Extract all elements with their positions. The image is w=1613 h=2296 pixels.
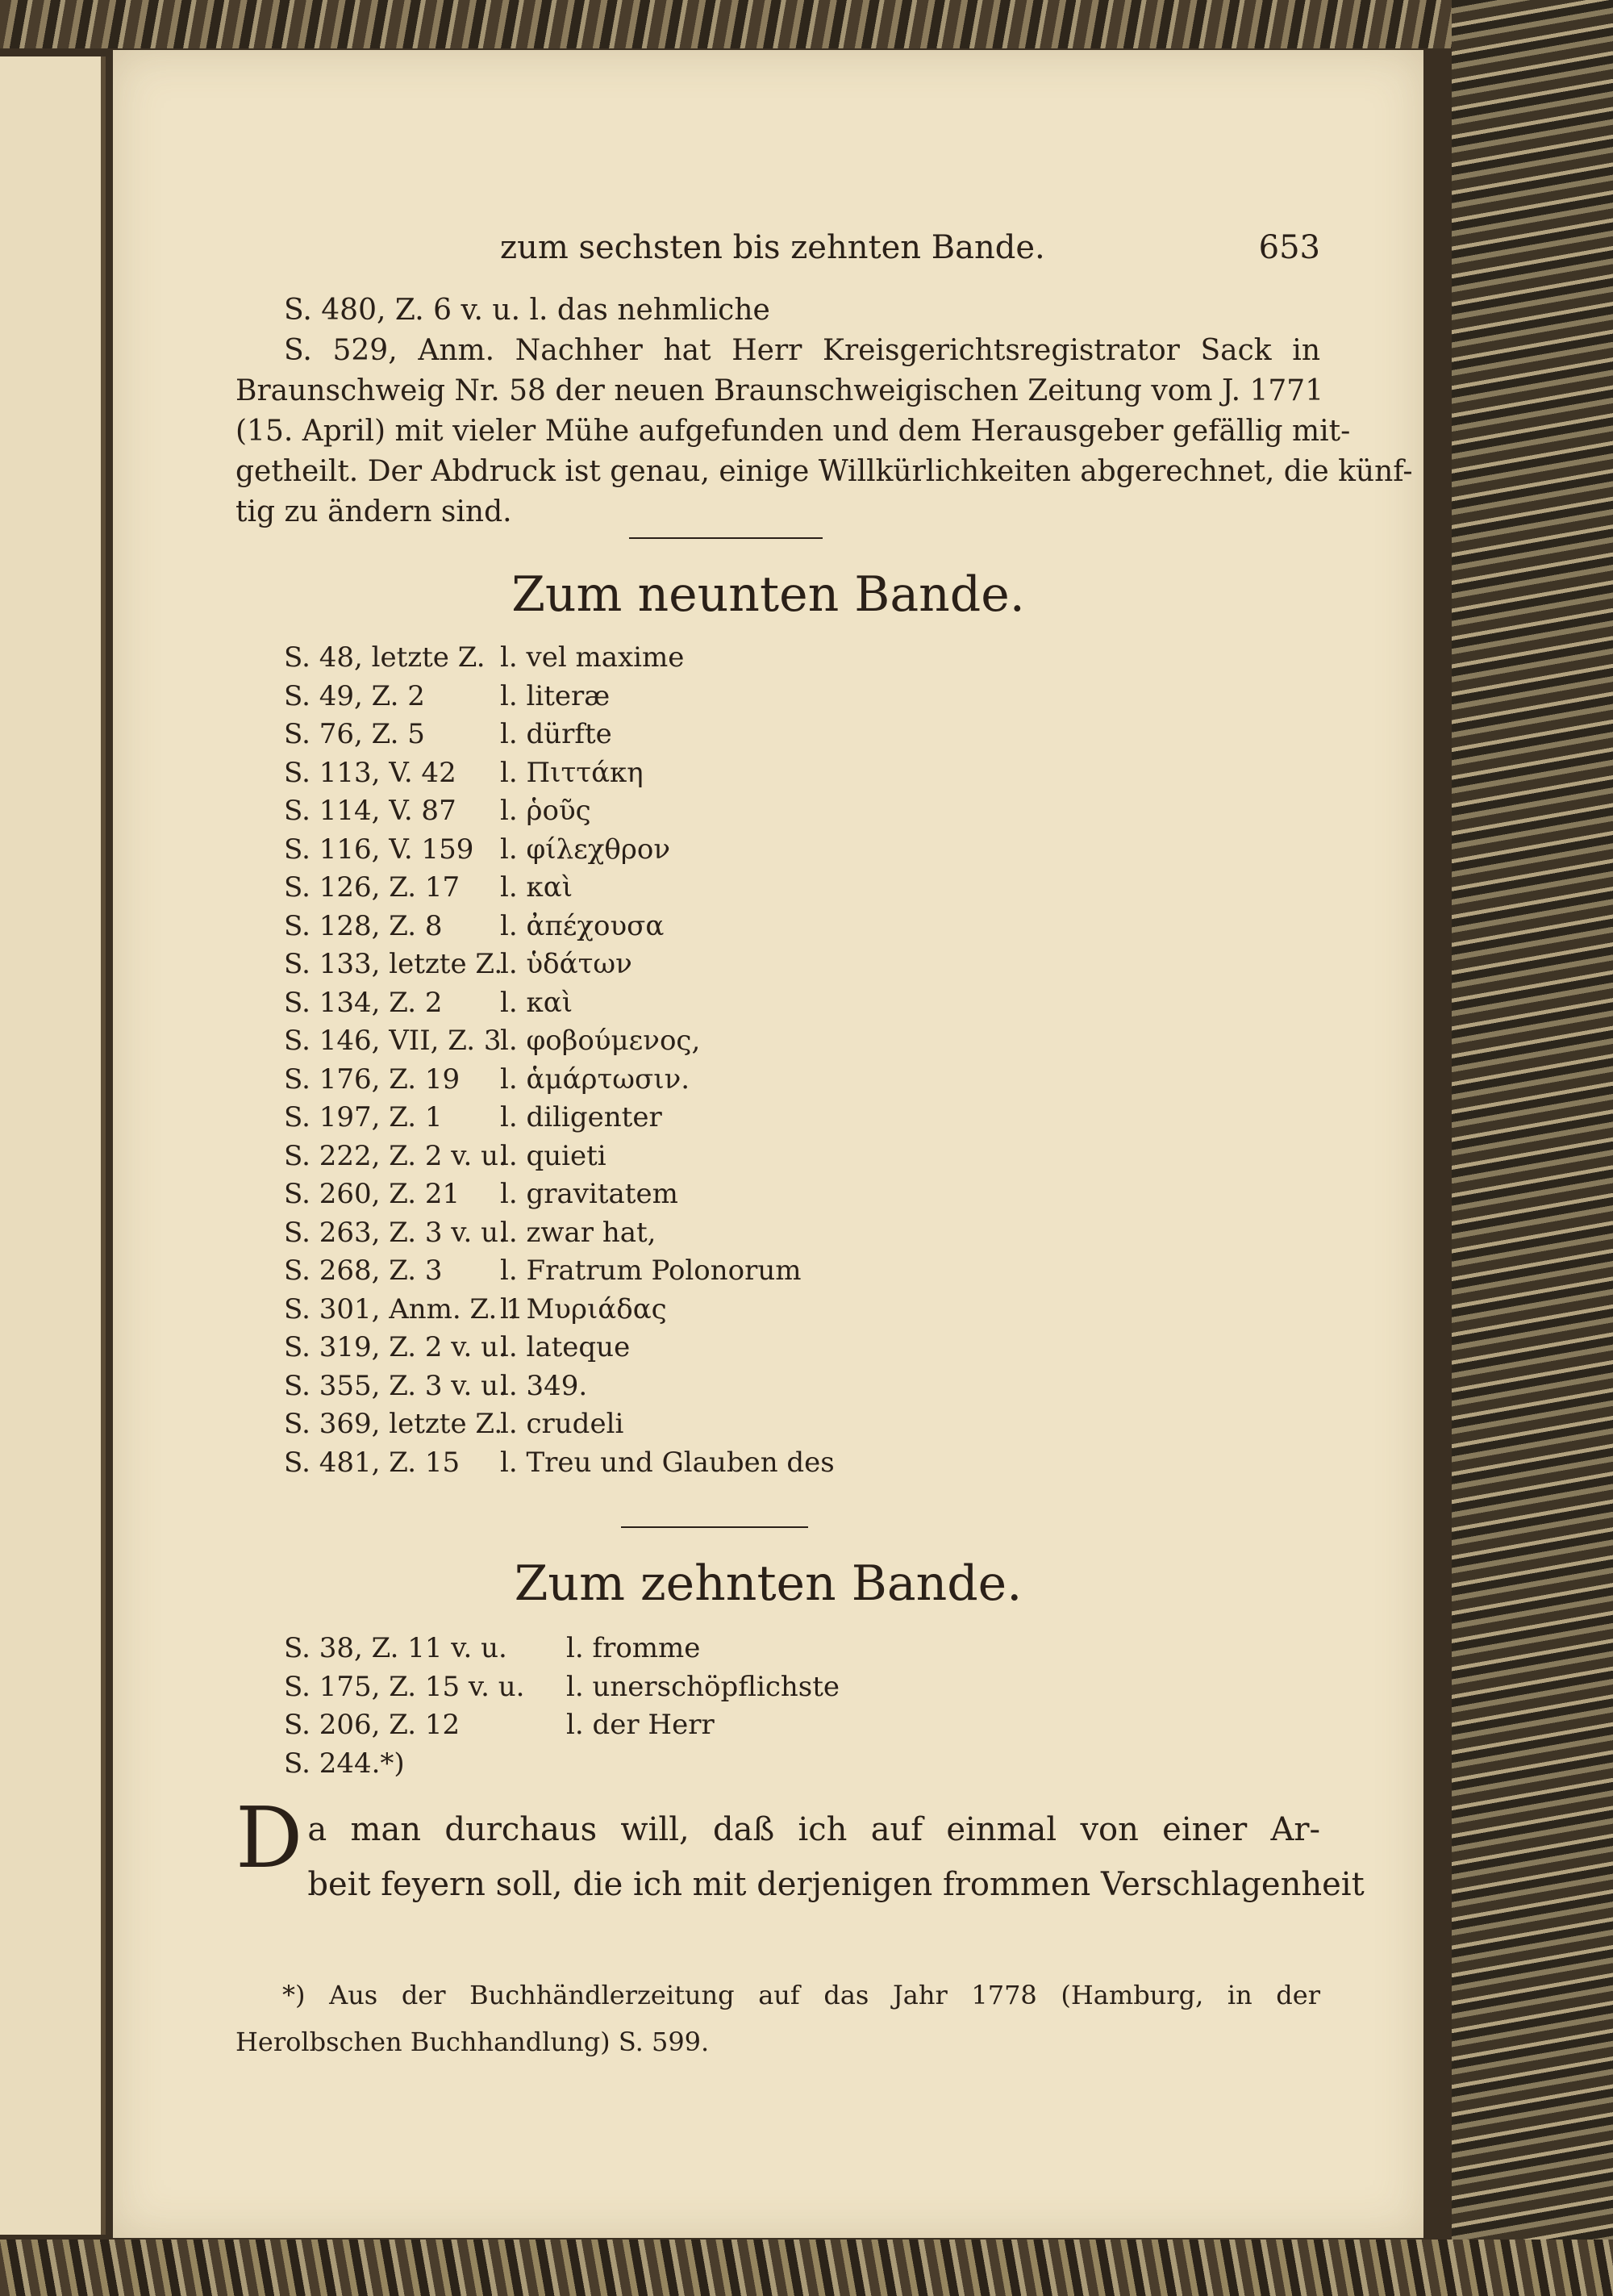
erratum-ref: S. 48, letzte Z. (284, 641, 486, 674)
marbled-edge-top (0, 0, 1613, 48)
erratum-entry (284, 1367, 835, 1406)
erratum-fix: l. der Herr (566, 1709, 715, 1741)
erratum-ref: S. 222, Z. 2 v. u. (284, 1139, 507, 1172)
errata-list-tenth (284, 1630, 840, 1783)
running-header (113, 229, 1423, 278)
erratum-entry (284, 1252, 835, 1291)
erratum-ref: S. 244.*) (284, 1747, 405, 1780)
erratum-ref: S. 113, V. 42 (284, 756, 456, 789)
erratum-ref: S. 263, Z. 3 v. u. (284, 1216, 507, 1249)
paragraph-line: a man durchaus will, daß ich auf einmal von einer Ar- (307, 1811, 1320, 1848)
erratum-fix: l. φίλεχθρον (500, 833, 670, 866)
erratum-entry (284, 716, 835, 754)
errata-list-ninth (284, 639, 835, 1482)
erratum-entry (284, 1329, 835, 1367)
intro-line: (15. April) mit vieler Mühe aufgefunden und dem Herausgeber gefällig mit- (235, 415, 1351, 448)
paragraph-line: beit feyern soll, die ich mit derjenigen frommen Verschlagenheit (307, 1866, 1365, 1903)
erratum-fix: l. Πιττάκη (500, 756, 644, 789)
body-paragraph (235, 1789, 1365, 1912)
erratum-entry (284, 639, 835, 678)
erratum-ref: S. 128, Z. 8 (284, 909, 443, 942)
erratum-ref: S. 268, Z. 3 (284, 1254, 443, 1287)
intro-line: S. 529, Anm. Nachher hat Herr Kreisgerichtsregistrator Sack in (284, 334, 1320, 367)
footnote-line: Herolbschen Buchhandlung) S. 599. (235, 2027, 710, 2057)
erratum-ref: S. 260, Z. 21 (284, 1178, 461, 1210)
intro-line: Braunschweig Nr. 58 der neuen Braunschweigischen Zeitung vom J. 1771 (235, 374, 1324, 407)
intro-line: getheilt. Der Abdruck ist genau, einige Willkürlichkeiten abgerechnet, die künf- (235, 455, 1413, 488)
erratum-entry (284, 678, 835, 716)
erratum-entry (284, 754, 835, 793)
erratum-entry (284, 1668, 840, 1707)
erratum-fix: l. φοβούμενος, (500, 1025, 701, 1057)
erratum-entry (284, 1214, 835, 1253)
erratum-fix: l. quieti (500, 1139, 606, 1172)
erratum-ref: S. 146, VII, Z. 3 (284, 1025, 502, 1057)
erratum-ref: S. 133, letzte Z. (284, 948, 503, 980)
erratum-entry (284, 1138, 835, 1176)
erratum-fix: l. gravitatem (500, 1178, 678, 1210)
erratum-ref: S. 481, Z. 15 (284, 1446, 461, 1479)
erratum-entry (284, 1099, 835, 1138)
erratum-ref: S. 206, Z. 12 (284, 1709, 461, 1741)
erratum-fix: l. Μυριάδας (500, 1292, 667, 1325)
erratum-fix: l. unerschöpflichste (566, 1670, 840, 1703)
erratum-entry (284, 1444, 835, 1483)
erratum-ref: S. 134, Z. 2 (284, 986, 443, 1019)
erratum-ref: S. 176, Z. 19 (284, 1062, 461, 1096)
erratum-ref: S. 301, Anm. Z. 1 (284, 1292, 523, 1325)
erratum-ref: S. 126, Z. 17 (284, 871, 461, 904)
erratum-ref: S. 369, letzte Z. (284, 1408, 503, 1440)
erratum-entry (284, 984, 835, 1023)
erratum-ref: S. 355, Z. 3 v. u. (284, 1369, 507, 1402)
erratum-fix: l. vel maxime (500, 641, 685, 674)
footnote (235, 1972, 1320, 2065)
erratum-entry (284, 908, 835, 946)
erratum-entry (284, 1405, 835, 1444)
section-heading-tenth: Zum zehnten Bande. (514, 1555, 1023, 1612)
erratum-entry (284, 1061, 835, 1100)
divider (621, 1526, 808, 1528)
erratum-ref: S. 175, Z. 15 v. u. (284, 1670, 525, 1703)
page-number: 653 (1258, 229, 1320, 266)
erratum-fix: l. diligenter (500, 1101, 662, 1133)
drop-initial: D (235, 1789, 303, 1887)
facing-page (0, 56, 106, 2235)
erratum-ref: S. 197, Z. 1 (284, 1101, 443, 1133)
erratum-fix: l. fromme (566, 1632, 701, 1664)
footnote-line: *) Aus der Buchhändlerzeitung auf das Jahr 1778 (Hamburg, in der (282, 1980, 1320, 2010)
running-title: zum sechsten bis zehnten Bande. (500, 229, 1045, 266)
erratum-ref: S. 76, Z. 5 (284, 718, 425, 750)
erratum-fix: l. καὶ (500, 986, 573, 1019)
divider (629, 537, 823, 539)
erratum-fix: l. ῥοῦς (500, 795, 591, 827)
erratum-fix: l. Treu und Glauben des (500, 1446, 835, 1479)
erratum-entry (284, 1022, 835, 1061)
erratum-ref: S. 49, Z. 2 (284, 679, 425, 712)
erratum-ref: S. 38, Z. 11 v. u. (284, 1632, 507, 1664)
erratum-entry (284, 1175, 835, 1214)
book-page (113, 50, 1423, 2238)
erratum-entry (284, 1745, 840, 1784)
section-heading-ninth: Zum neunten Bande. (511, 566, 1025, 623)
erratum-fix: l. lateque (500, 1331, 631, 1363)
erratum-entry (284, 946, 835, 984)
erratum-entry (284, 792, 835, 831)
erratum-fix: l. zwar hat, (500, 1216, 656, 1249)
erratum-entry (284, 1630, 840, 1668)
erratum-fix: l. Fratrum Polonorum (500, 1254, 802, 1287)
erratum-ref: S. 114, V. 87 (284, 795, 456, 827)
erratum-fix: l. dürfte (500, 718, 612, 750)
erratum-fix: l. 349. (500, 1369, 588, 1402)
erratum-entry (284, 1706, 840, 1745)
erratum-fix: l. ἁμάρτωσιν. (500, 1062, 690, 1096)
erratum-fix: l. crudeli (500, 1408, 624, 1440)
erratum-ref: S. 116, V. 159 (284, 833, 474, 866)
intro-line: S. 480, Z. 6 v. u. l. das nehmliche (284, 294, 770, 327)
erratum-entry (284, 831, 835, 870)
erratum-fix: l. literæ (500, 679, 611, 712)
erratum-fix: l. ἀπέχουσα (500, 909, 665, 942)
erratum-entry (284, 1291, 835, 1330)
intro-line: tig zu ändern sind. (235, 495, 512, 528)
erratum-fix: l. καὶ (500, 871, 573, 904)
marbled-edge-bottom (0, 2240, 1613, 2296)
erratum-entry (284, 869, 835, 908)
erratum-ref: S. 319, Z. 2 v. u. (284, 1331, 507, 1363)
intro-text (235, 290, 1413, 532)
marbled-edge-right (1452, 0, 1613, 2296)
erratum-fix: l. ὑδάτων (500, 948, 632, 980)
